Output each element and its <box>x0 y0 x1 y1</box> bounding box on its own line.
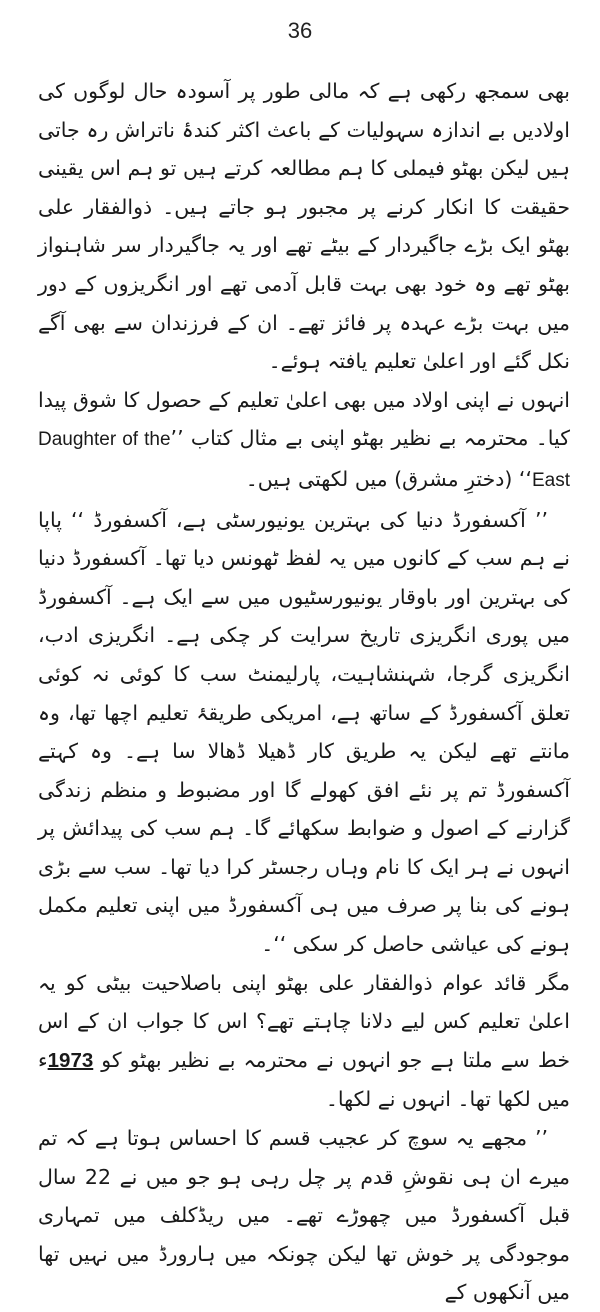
page-text <box>38 72 570 1312</box>
year: 1973 <box>47 1048 94 1072</box>
page-number: 36 <box>287 18 313 43</box>
quote-paragraph <box>38 1119 570 1312</box>
paragraph-text: ’’ آکسفورڈ دنیا کی بہترین یونیورسٹی ہے، آکسفورڈ ‘‘ پاپا نے ہم سب کے کانوں میں یہ لفظ ٹھونس دیا تھا۔ آکسفورڈ دنیا کی بہترین اور باوقار یونیورسٹیوں میں سے ایک ہے۔ آکسفورڈ میں پوری انگریزی تاریخ سرایت کر چکی ہے۔ انگریزی ادب، انگریزی گرجا، شہنشاہیت، پارلیمنٹ سب کا کوئی نہ کوئی تعلق آکسفورڈ کے ساتھ ہے، امریکی طریقۂ تعلیم اچھا تھا، وہ مانتے تھے لیکن یہ طریق کار ڈھیلا ڈھالا سا ہے۔ وہ کہتے آکسفورڈ تم پر نئے افق کھولے گا اور مضبوط و منظم زندگی گزارنے کے اصول و ضوابط سکھائے گا۔ ہم سب کی پیدائش پر انہوں نے ہر ایک کا نام وہاں رجسٹر کرا دیا تھا۔ سب سے بڑی ہونے کی بنا پر صرف میں ہی آکسفورڈ میں اپنی تعلیم مکمل ہونے کی عیاشی حاصل کر سکی ‘‘۔ <box>38 507 570 957</box>
paragraph-text: انہوں نے اپنی اولاد میں بھی اعلیٰ تعلیم کے حصول کا شوق پیدا کیا۔ محترمہ بے نظیر بھٹو اپنی بے مثال کتاب ’’ <box>38 387 570 451</box>
paragraph <box>38 381 570 501</box>
paragraph <box>38 72 570 381</box>
paragraph-text: بھی سمجھ رکھی ہے کہ مالی طور پر آسودہ حال لوگوں کی اولادیں بے اندازہ سہولیات کے باعث اکثر کندۂ ناتراش رہ جاتی ہیں لیکن بھٹو فیملی کا ہم مطالعہ کرتے ہیں تو ہم اس یقینی حقیقت کا انکار کرنے پر مجبور ہو جاتے ہیں۔ ذوالفقار علی بھٹو ایک بڑے جاگیردار کے بیٹے تھے اور یہ جاگیردار سر شاہنواز بھٹو تھے وہ خود بھی بہت قابل آدمی تھے اور انگریزوں کے دور میں بہت بڑے عہدہ پر فائز تھے۔ ان کے فرزندان سے بھی آگے نکل گئے اور اعلیٰ تعلیم یافتہ ہوئے۔ <box>38 79 570 374</box>
paragraph-text: ء میں لکھا تھا۔ انہوں نے لکھا۔ <box>38 1047 570 1112</box>
paragraph-text: ’’ مجھے یہ سوچ کر عجیب قسم کا احساس ہوتا ہے کہ تم میرے ان ہی نقوشِ قدم پر چل رہی ہو جو میں نے 22 سال قبل آکسفورڈ میں چھوڑے تھے۔ میں ریڈکلف میں تمہاری موجودگی پر خوش تھا لیکن چونکہ میں ہارورڈ میں نہیں تھا میں آنکھوں کے <box>38 1126 570 1305</box>
paragraph-text: ‘‘ (دخترِ مشرق) میں لکھتی ہیں۔ <box>245 466 532 491</box>
paragraph <box>38 964 570 1119</box>
paragraph-text: مگر قائد عوام ذوالفقار علی بھٹو اپنی باصلاحیت بیٹی کو یہ اعلیٰ تعلیم کس لیے دلانا چاہتے تھے؟ اس کا جواب ان کے اس خط سے ملتا ہے جو انہوں نے محترمہ بے نظیر بھٹو کو <box>38 970 570 1072</box>
quote-paragraph <box>38 501 570 964</box>
book-title: Daughter of the East <box>38 429 570 491</box>
